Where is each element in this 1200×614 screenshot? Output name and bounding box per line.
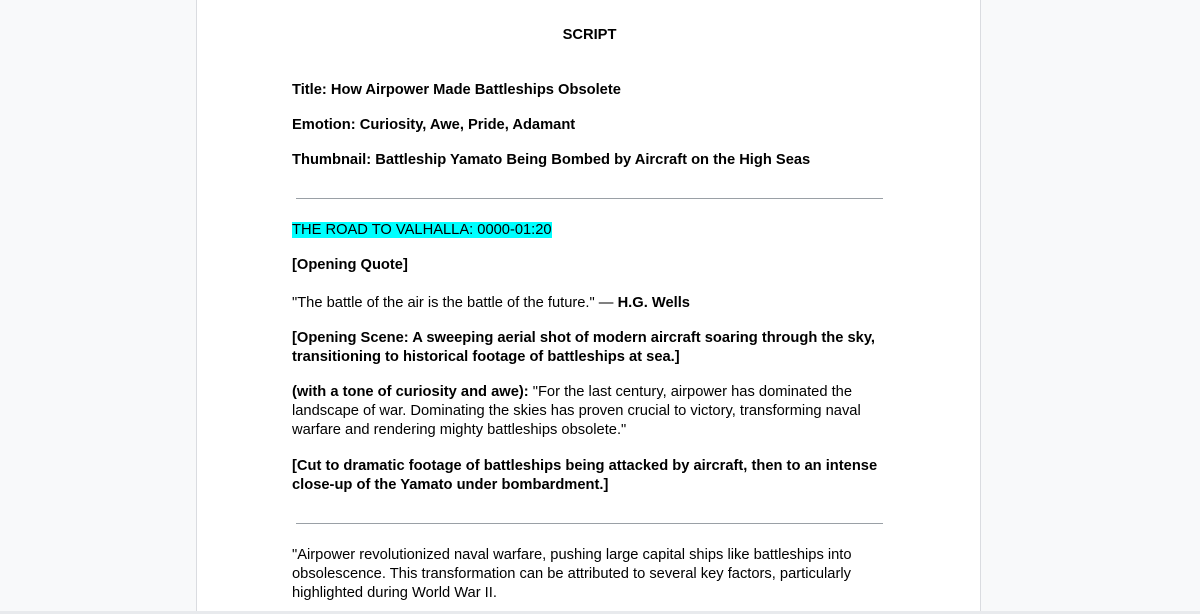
- horizontal-rule-2: [296, 523, 883, 524]
- tone-label: (with a tone of curiosity and awe):: [292, 384, 529, 400]
- opening-quote-label: [Opening Quote]: [292, 257, 408, 273]
- document-page: [196, 0, 981, 614]
- opening-quote: [292, 294, 912, 313]
- cut-direction: [Cut to dramatic footage of battleships being attacked by aircraft, then to an intense close-up of the Yamato under bombardment.]: [292, 458, 878, 493]
- script-heading: SCRIPT: [562, 27, 617, 43]
- quote-author: H.G. Wells: [617, 295, 690, 311]
- section-heading: [292, 221, 912, 240]
- thumbnail-line: Thumbnail: Battleship Yamato Being Bombed by Aircraft on the High Seas: [292, 152, 811, 168]
- narration-paragraph: [292, 383, 867, 440]
- tone-text: "For the last century, airpower has dominated the landscape of war. Dominating the skies has proven crucial to victory, transforming naval warfare and rendering mighty battleships obsolete.": [292, 384, 861, 438]
- highlighted-section-title: THE ROAD TO VALHALLA: 0000-01:20: [292, 222, 552, 238]
- opening-scene-direction: [Opening Scene: A sweeping aerial shot of modern aircraft soaring through the sky, transitioning to historical footage of battleships at sea.]: [292, 330, 875, 365]
- quote-text: "The battle of the air is the battle of the future." —: [292, 295, 618, 311]
- body-paragraph: "Airpower revolutionized naval warfare, pushing large capital ships like battleships into obsolescence. This transformation can be attributed to several key factors, particularly highlighted during World War II.: [292, 547, 852, 601]
- title-line: Title: How Airpower Made Battleships Obsolete: [292, 82, 621, 98]
- horizontal-rule: [296, 198, 883, 199]
- emotion-line: Emotion: Curiosity, Awe, Pride, Adamant: [292, 117, 576, 133]
